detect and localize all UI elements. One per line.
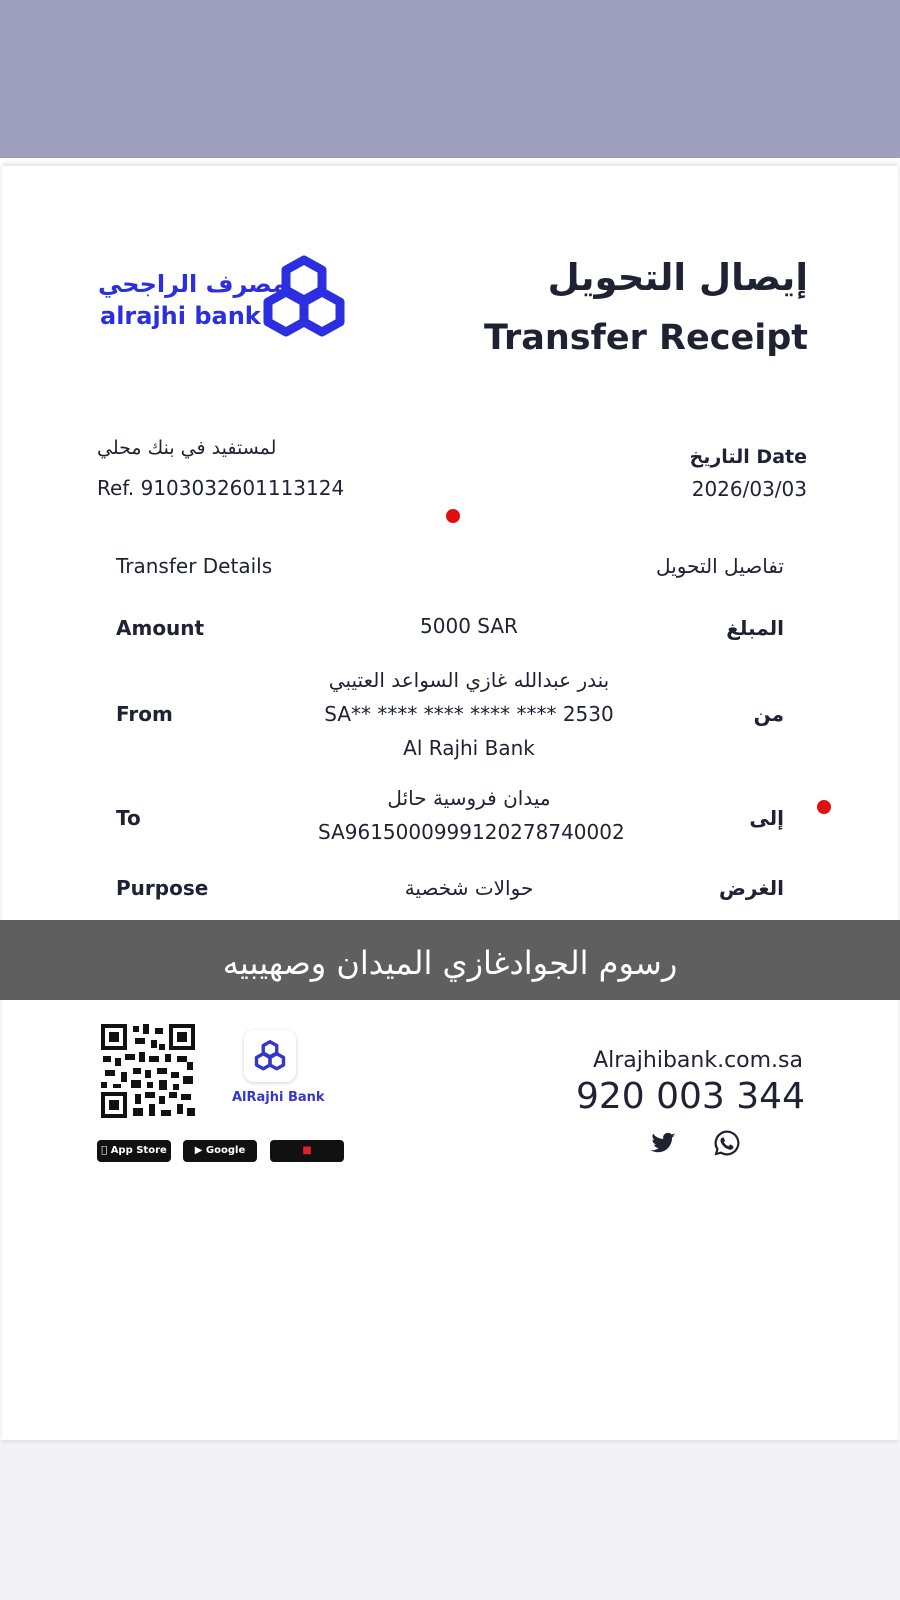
amount-label-arabic: المبلغ <box>726 616 784 640</box>
to-label-english: To <box>116 806 141 830</box>
bank-logo-english: alrajhi bank <box>100 302 261 330</box>
app-gallery-icon: ■ <box>302 1145 312 1156</box>
to-label-arabic: إلى <box>749 806 784 830</box>
amount-value: 5000 SAR <box>420 614 518 638</box>
bottom-background <box>0 1440 900 1600</box>
red-marker-dot <box>446 509 460 523</box>
date-label: التاريخ Date <box>689 446 807 468</box>
phone-number[interactable]: 920 003 344 <box>575 1076 805 1117</box>
top-overlay-band <box>0 0 900 158</box>
alrajhi-logo-icon <box>252 1038 288 1074</box>
purpose-value: حوالات شخصية <box>404 876 534 900</box>
reference-number: Ref. 9103032601113124 <box>97 476 345 500</box>
from-account: SA** **** **** **** **** 2530 <box>324 702 614 726</box>
app-gallery-badge[interactable]: ■ AppGallery <box>270 1140 344 1162</box>
date-value: 2026/03/03 <box>691 477 807 501</box>
app-store-icon <box>101 1145 110 1156</box>
from-bank: Al Rajhi Bank <box>403 736 535 760</box>
amount-label-english: Amount <box>116 616 205 640</box>
section-title-english: Transfer Details <box>116 554 273 578</box>
from-name: بندر عبدالله غازي السواعد العتيبي <box>328 668 610 692</box>
app-store-badge[interactable]: App Store <box>97 1140 171 1162</box>
section-title-arabic: تفاصيل التحويل <box>656 554 784 578</box>
to-iban: SA9615000999120278740002 <box>318 820 625 844</box>
google-play-icon: ▶ <box>194 1145 206 1156</box>
title-arabic: إيصال التحويل <box>547 256 808 299</box>
google-play-badge[interactable]: ▶ Google play <box>183 1140 257 1162</box>
app-name-label: AlRajhi Bank <box>232 1090 325 1105</box>
title-english: Transfer Receipt <box>483 318 808 358</box>
to-name: ميدان فروسية حائل <box>387 786 551 810</box>
app-logo-tile[interactable] <box>244 1030 296 1082</box>
overlay-banner-text: رسوم الجوادغازي الميدان وصهيبيه <box>222 944 678 982</box>
purpose-label-english: Purpose <box>116 876 209 900</box>
from-label-english: From <box>116 702 173 726</box>
twitter-icon[interactable] <box>648 1128 678 1158</box>
red-marker-dot <box>817 800 831 814</box>
whatsapp-icon[interactable] <box>712 1128 742 1158</box>
from-label-arabic: من <box>753 702 784 726</box>
purpose-label-arabic: الغرض <box>719 876 784 900</box>
bank-logo-arabic: مصرف الراجحي <box>98 270 287 298</box>
alrajhi-logo-icon <box>256 252 352 344</box>
beneficiary-type: لمستفيد في بنك محلي <box>97 437 277 459</box>
website-url[interactable]: Alrajhibank.com.sa <box>593 1048 803 1073</box>
qr-code-icon <box>99 1022 197 1120</box>
